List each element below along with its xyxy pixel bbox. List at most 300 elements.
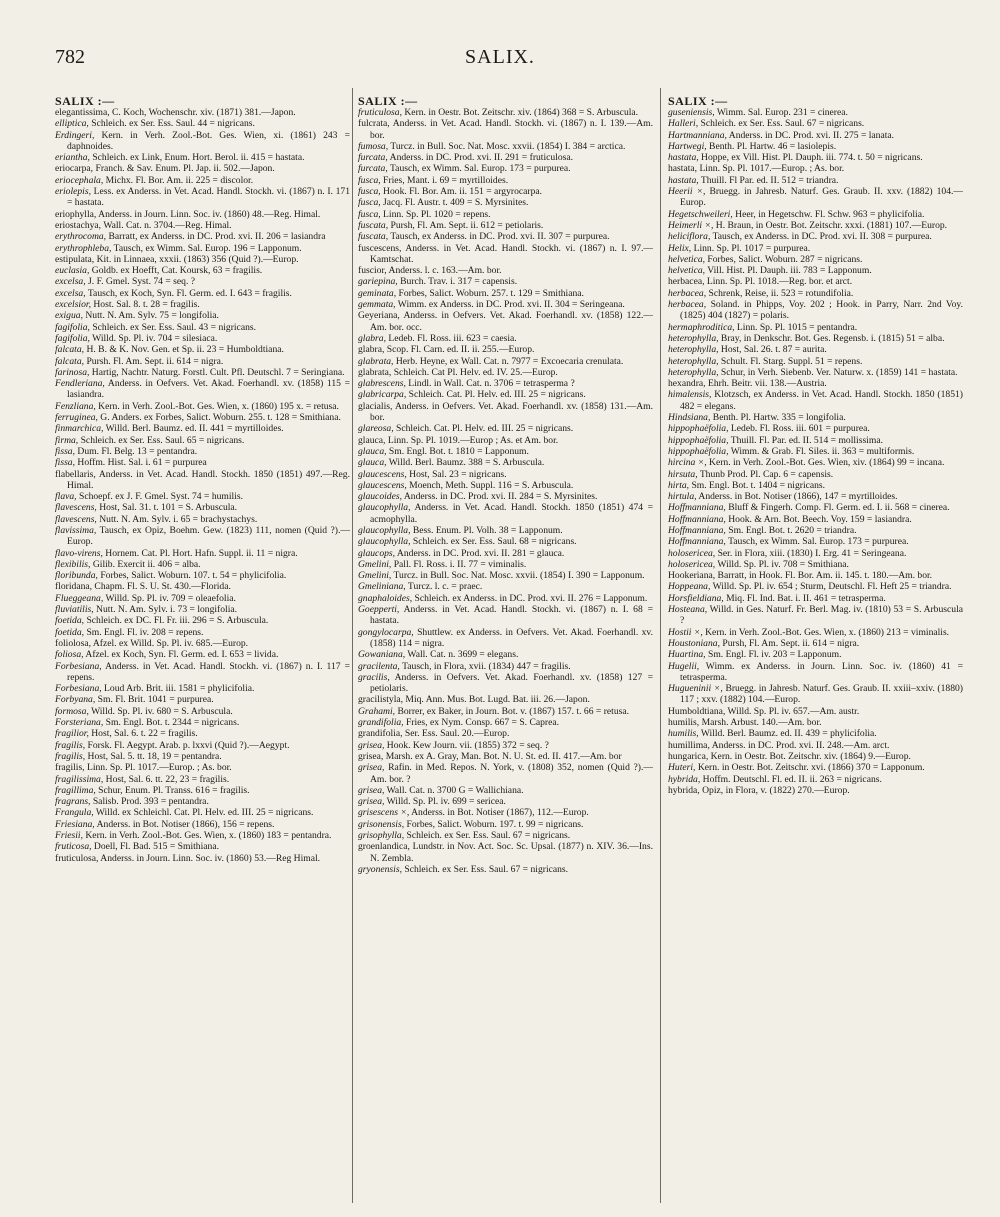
entry-name: flexibilis, [55,558,91,570]
index-entry [55,107,350,118]
index-entry [55,525,350,548]
entry-reference: Hartig, Nachtr. Naturg. Forstl. Cult. Pfl. Deutschl. 7 = Seringiana. [89,366,345,378]
index-entry [358,785,653,796]
entry-name: flavescens, [55,502,97,514]
entry-reference: Thunb Prod. Pl. Cap. 6 = capensis. [697,468,834,480]
entry-reference: Turcz. in Bull. Soc. Nat. Mosc. xxvii. (1854) I. 390 = Lapponum. [391,570,645,582]
entry-name: furcata, [358,163,388,175]
index-entry [55,774,350,785]
entry-name: hippophaëfolia, [668,434,729,446]
entry-reference: Kern. in Verh. Zool.-Bot. Ges. Wien, x. (1860) 195 x. = retusa. [95,400,339,412]
entry-name: fragilis, [55,739,86,751]
entry-name: fragilis, [55,762,85,774]
index-entry [358,457,653,468]
entry-name: foliosa, [55,649,84,661]
entry-name: Hegetschweileri, [668,208,733,220]
entry-name: heterophylla, [668,366,719,378]
index-entry [358,243,653,266]
entry-name: Frangula, [55,807,94,819]
entry-name: glareosa, [358,423,394,435]
entry-name: heterophylla, [668,355,719,367]
column-1 [55,95,350,1205]
index-entry [358,186,653,197]
entry-name: fusca, [358,174,381,186]
entry-reference: Pursh, Fl. Am. Sept. ii. 614 = nigra. [719,637,860,649]
entry-name: eriophylla, [55,208,97,220]
index-entry [358,197,653,208]
entry-reference: Bruegg. in Jahresb. Naturf. Ges. Graub. II. xxiii–xxiv. (1880) 117 ; xxv. (1882) 104.—Europ. [680,683,963,706]
entry-name: holosericea, [668,558,716,570]
entry-reference: Goldb. ex Hoefft, Cat. Koursk, 63 = fragilis. [89,265,263,277]
entry-reference: Anderss. in Journ. Linn. Soc. iv. (1860) 53.—Reg Himal. [98,852,321,864]
entry-reference: Bray, in Denkschr. Bot. Ges. Regensb. i. (1815) 51 = alba. [718,332,945,344]
index-entry [358,751,653,762]
entry-name: gongylocarpa, [358,626,414,638]
entry-reference: Gilib. Exercit ii. 406 = alba. [90,558,201,570]
entry-reference: Loud Arb. Brit. iii. 1581 = phylicifolia. [101,683,255,695]
column-heading: SALIX :— [358,95,418,108]
entry-reference: Anderss. in Oefvers. Vet. Akad. Foerhandl. xv. (1858) 115 = lasiandra. [67,378,350,401]
entry-reference: Thuill. Fl. Par. ed. II. 514 = mollissima. [728,434,883,446]
entry-reference: J. F. Gmel. Syst. 74 = seq. ? [85,276,196,288]
entry-reference: Willd. Sp. Pl. iv. 699 = sericea. [384,796,506,808]
entry-reference: Hoffm. Deutschl. Fl. ed. II. ii. 263 = nigricans. [700,773,882,785]
entry-reference: Anderss. in Bot. Notiser (1866), 156 = repens. [94,818,275,830]
index-entry [358,717,653,728]
entry-reference: Host, Sal. 23 = nigricans. [406,468,507,480]
entry-reference: Schleich. ex Ser. Ess. Saul. 44 = nigricans. [88,118,255,130]
entry-reference: Nutt. N. Am. Sylv. i. 65 = brachystachys. [96,513,258,525]
index-entry [55,762,350,773]
entry-name: hermaphroditica, [668,321,735,333]
entry-name: glaucophylla, [358,502,411,514]
entry-reference: Miq. Fl. Ind. Bat. i. II. 461 = tetrasperma. [723,592,886,604]
index-entry [55,378,350,401]
index-entry [358,536,653,547]
entry-reference: Willd. Sp. Pl. iv. 680 = S. Arbuscula. [88,705,233,717]
entry-name: glabricarpa, [358,389,407,401]
entry-reference: Chapm. Fl. S. U. St. 430.—Florida. [92,581,231,593]
entry-reference: Forbes, Salict. Woburn. 287 = nigricans. [705,253,863,265]
index-entry [55,661,350,684]
entry-name: Gowaniana, [358,649,406,661]
entry-name: elliptica, [55,118,89,130]
entry-name: fruticulosa, [55,852,99,864]
entry-reference: Pursh, Fl. Am. Sept. ii. 612 = petiolaris. [388,219,544,231]
entry-reference: Willd. Sp. Pl. iv. 654 ; Sturm, Deutschl. Fl. Heft 25 = triandra. [710,581,952,593]
entry-reference: Wimm. Sal. Europ. 231 = cinerea. [714,107,848,118]
entry-name: fragilior, [55,728,89,740]
index-entry [668,446,963,457]
entry-name: eriostachya, [55,219,102,231]
index-entry [55,254,350,265]
entry-name: hybrida, [668,784,700,796]
index-entry [358,627,653,650]
index-entry [358,661,653,672]
entry-name: glabrescens, [358,378,406,390]
index-entry [358,299,653,310]
entry-reference: Benth. Pl. Hartw. 335 = longifolia. [710,412,846,424]
entry-reference: Ser. in Flora, xiii. (1830) I. Erg. 41 = Seringeana. [715,547,907,559]
entry-reference: Barratt, in Hook. Fl. Bor. Am. ii. 145. t. 180.—Am. bor. [715,570,933,582]
entry-name: Hoppeana, [668,581,711,593]
entry-reference: Sm. Engl. Fl. iv. 208 = repens. [84,626,204,638]
entry-name: humilis, [668,728,699,740]
entry-name: Hostii ×, [668,626,703,638]
index-entry [668,525,963,536]
index-entry [55,570,350,581]
entry-name: hybrida, [668,773,701,785]
entry-reference: Ledeb. Fl. Ross. iii. 623 = caesia. [386,332,517,344]
entry-name: estipulata, [55,253,95,265]
page-header [0,46,1000,76]
index-entry [358,807,653,818]
entry-reference: Hook. & Arn. Bot. Beech. Voy. 159 = lasiandra. [725,513,912,525]
entry-name: Huteri, [668,762,696,774]
entry-reference: Afzel. ex Willd. Sp. Pl. iv. 685.—Europ. [90,637,249,649]
entry-name: glabrata, [358,355,394,367]
entry-reference: Afzel. ex Koch, Syn. Fl. Germ. ed. I. 653 = livida. [83,649,279,661]
entry-name: excelsa, [55,276,86,288]
index-entry [55,435,350,446]
entry-reference: Moench, Meth. Suppl. 116 = S. Arbuscula. [406,479,574,491]
entry-name: hastata, [668,152,699,164]
index-entry [55,593,350,604]
entry-reference: Borrer, ex Baker, in Journ. Bot. v. (1867) 157. t. 66 = retusa. [395,705,630,717]
entry-name: foetida, [55,615,85,627]
entry-reference: Nutt. N. Am. Sylv. i. 73 = longifolia. [93,604,238,616]
entry-list [668,107,963,796]
page-number: 782 [55,46,85,68]
entry-name: herbacea, [668,287,707,299]
entry-reference: Anderss. in DC. Prod. xvi. II. 281 = glauca. [395,547,565,559]
entry-name: Fenzliana, [55,400,96,412]
index-entry [55,717,350,728]
entry-reference: Anderss. in DC. Prod. xvi. II. 291 = fruticulosa. [387,152,574,164]
index-entry [55,740,350,751]
index-entry [55,796,350,807]
entry-name: grisonensis, [358,818,405,830]
entry-name: Hartmanniana, [668,129,727,141]
entry-name: farinosa, [55,366,90,378]
index-entry [358,276,653,287]
entry-reference: Shuttlew. ex Anderss. in Oefvers. Vet. Akad. Foerhandl. xv. (1858) 114 = nigra. [370,626,653,649]
entry-reference: G. Anders. ex Forbes, Salict. Woburn. 255. t. 128 = Smithiana. [97,412,341,424]
running-title: SALIX. [465,46,535,68]
index-entry [55,265,350,276]
column-heading: SALIX :— [55,95,115,108]
entry-reference: Fries, Mant. i. 69 = myrtilloides. [380,174,509,186]
index-entry [55,548,350,559]
entry-name: fragillima, [55,784,96,796]
entry-reference: Soland. in Phipps, Voy. 202 ; Hook. in Parry, Narr. 2nd Voy. (1825) 404 (1827) = polaris. [680,299,963,322]
entry-name: Heimerli ×, [668,219,714,231]
index-entry [55,807,350,818]
entry-name: helvetica, [668,253,706,265]
entry-reference: Linn. Sp. Pl. 1017.—Europ. ; As. bor. [84,762,232,774]
entry-reference: Anderss. in Vet. Acad. Handl. Stockh. 1850 (1851) 497.—Reg. Himal. [67,468,350,491]
index-entry [358,762,653,785]
entry-name: fusca, [358,186,381,198]
index-entry [55,627,350,638]
entry-reference: Hook. Kew Journ. vii. (1855) 372 = seq. ? [384,739,549,751]
entry-name: glauca, [358,457,387,469]
entry-reference: Turcz. in Bull. Soc. Nat. Mosc. xxvii. (1854) I. 384 = arctica. [388,140,626,152]
entry-name: ferruginea, [55,412,98,424]
entry-reference: Jacq. Fl. Austr. t. 409 = S. Myrsinites. [380,197,529,209]
index-entry [55,841,350,852]
entry-reference: H. B. & K. Nov. Gen. et Sp. ii. 23 = Humboldtiana. [84,344,284,356]
entry-name: fissa, [55,457,75,469]
entry-reference: Schleich. Cat. Pl. Helv. ed. III. 25 = nigricans. [406,389,586,401]
entry-name: flavissima, [55,524,97,536]
index-entry [55,559,350,570]
entry-name: glauca, [358,434,386,446]
index-entry [668,389,963,412]
entry-name: heliciflora, [668,231,711,243]
entry-reference: Schrenk, Reise, ii. 523 = rotundifolia. [706,287,854,299]
index-entry [358,231,653,242]
index-entry [358,796,653,807]
entry-name: Hindsiana, [668,412,711,424]
index-entry [55,819,350,830]
column-3 [668,95,963,1205]
entry-reference: Tausch, ex Wimm. Sal. Europ. 173 = purpurea. [387,163,571,175]
entry-reference: Schult. Fl. Starg. Suppl. 51 = repens. [718,355,863,367]
entry-reference: Barratt, ex Anderss. in DC. Prod. xvi. II. 206 = lasiandra [106,231,326,243]
index-entry [358,649,653,660]
entry-name: fragilis, [55,750,86,762]
index-entry [358,118,653,141]
index-entry [358,288,653,299]
entry-name: grandifolia, [358,728,403,740]
entry-reference: Anderss. in Vet. Acad. Handl. Stockh. vi. (1867) n. I. 68 = hastata. [370,604,653,627]
entry-reference: Hornem. Cat. Pl. Hort. Hafn. Suppl. ii. 11 = nigra. [102,547,298,559]
index-entry [358,209,653,220]
index-entry [358,672,653,695]
index-entry [668,491,963,502]
index-entry [55,152,350,163]
entry-name: fissa, [55,445,75,457]
entry-name: fuscior, [358,265,387,277]
entry-name: gemmata, [358,299,396,311]
index-entry [668,288,963,299]
index-entry [358,604,653,627]
entry-reference: Schleich. ex Ser. Ess. Saul. 68 = nigricans. [410,536,577,548]
entry-name: flavescens, [55,513,97,525]
column-heading: SALIX :— [668,95,728,108]
entry-name: groenlandica, [358,841,410,853]
index-entry [55,175,350,186]
entry-name: floridana, [55,581,93,593]
entry-name: Hoffmanniana, [668,536,726,548]
index-entry [55,502,350,513]
entry-name: foetida, [55,626,85,638]
entry-reference: Host, Sal. 5. tt. 18, 19 = pentandra. [85,750,222,762]
entry-reference: Marsh. ex A. Gray, Man. Bot. N. U. St. ed. II. 417.—Am. bor [383,750,622,762]
entry-name: Heerii ×, [668,186,706,198]
entry-reference: Vill. Hist. Pl. Dauph. iii. 783 = Lapponum. [705,265,872,277]
entry-name: gracilis, [358,671,390,683]
entry-name: floribunda, [55,570,98,582]
entry-reference: Sm. Engl. Bot. t. 2620 = triandra. [725,524,857,536]
entry-reference: Willd. Sp. Pl. iv. 708 = Smithiana. [715,558,849,570]
index-entry [55,830,350,841]
entry-reference: Klotzsch, ex Anderss. in Vet. Acad. Handl. Stockh. 1850 (1851) 482 = elegans. [680,389,963,412]
entry-name: Hugelii, [668,660,700,672]
index-entry [358,559,653,570]
entry-reference: Forbes, Salict. Woburn. 107. t. 54 = phylicifolia. [97,570,287,582]
entry-reference: Schleich. ex Anderss. in DC. Prod. xvi. II. 276 = Lapponum. [412,592,648,604]
entry-name: fulcrata, [358,118,390,130]
entry-name: gracilenta, [358,660,400,672]
index-entry [358,570,653,581]
entry-reference: H. Braun, in Oestr. Bot. Zeitschr. xxxi. (1881) 107.—Europ. [713,219,948,231]
index-entry [55,163,350,174]
entry-reference: Wimm. ex Anderss. in Journ. Linn. Soc. iv. (1860) 41 = tetrasperma. [680,660,963,683]
entry-name: Forbesiana, [55,660,102,672]
entry-name: humilis, [668,717,700,729]
index-entry [358,469,653,480]
index-entry [668,130,963,141]
index-entry [358,310,653,333]
index-entry [358,107,653,118]
entry-reference: Ser. Ess. Saul. 20.—Europ. [402,728,510,740]
entry-name: Hoffmanniana, [668,513,726,525]
index-entry [358,728,653,739]
entry-reference: Host, Sal. 6. t. 22 = fragilis. [88,728,198,740]
entry-name: Forbesiana, [55,683,102,695]
index-entry [55,401,350,412]
entry-reference: Willd. Berl. Baumz. ed. II. 439 = phylicifolia. [698,728,877,740]
index-entry [358,502,653,525]
entry-list [55,107,350,864]
index-entry [55,514,350,525]
entry-reference: Schleich. ex Ser. Ess. Saul. 67 = nigricans. [401,863,569,875]
entry-reference: Kern. in Verh. Zool.-Bot. Ges. Wien, x. (1860) 183 = pentandra. [82,830,332,841]
entry-name: excelsior, [55,299,91,311]
index-entry [668,175,963,186]
entry-reference: Forbes, Salict. Woburn. 257. t. 129 = Smithiana. [396,287,584,299]
entry-reference: Franch. & Sav. Enum. Pl. Jap. ii. 502.—Japon. [93,163,275,175]
column-divider [352,88,353,1203]
entry-name: grisea, [358,750,384,762]
index-entry [668,593,963,604]
entry-reference: Willd. Berl. Baumz. ed. II. 441 = myrtilloides. [103,423,284,435]
entry-reference: Willd. Sp. Pl. iv. 657.—Am. austr. [725,705,860,717]
index-entry [668,322,963,333]
index-entry [358,480,653,491]
entry-reference: Anderss. in Vet. Acad. Handl. Stockh. vi. (1867) n. I. 139.—Am. bor. [370,118,653,141]
index-entry [358,706,653,717]
index-entry [668,627,963,638]
entry-name: guseniensis, [668,107,715,118]
entry-name: glaucescens, [358,479,407,491]
entry-name: Grahami, [358,705,396,717]
entry-reference: Anderss. in Vet. Acad. Handl. Stockh. vi. (1867) n. I. 97.—Kamtschat. [370,242,653,265]
entry-name: Friesiana, [55,818,95,830]
entry-reference: Linn. Sp. Pl. 1019.—Europ ; As. et Am. bor. [385,434,559,446]
entry-reference: Rafin. in Med. Repos. N. York, v. (1808) 352, nomen (Quid ?).—Am. bor. ? [370,762,653,785]
index-entry [668,717,963,728]
index-entry [668,209,963,220]
entry-name: hippophaëfolia, [668,423,729,435]
entry-reference: Wall. Cat. n. 3700 G = Wallichiana. [384,784,524,796]
entry-name: eriolepis, [55,186,91,198]
index-entry [55,491,350,502]
index-entry [55,728,350,739]
entry-reference: Opiz, in Flora, v. (1822) 270.—Europ. [699,784,850,796]
index-entry [668,299,963,322]
entry-reference: Doell, Fl. Bad. 515 = Smithiana. [91,841,219,853]
index-entry [358,581,653,592]
entry-name: Gmelini, [358,570,392,582]
entry-reference: Schleich. ex Ser. Ess. Saul. 67 = nigricans. [404,830,571,841]
index-entry [55,469,350,492]
entry-reference: Linn. Sp. Pl. 1018.—Reg. bor. et arct. [704,276,853,288]
entry-name: glabra, [358,332,386,344]
entry-name: grisea, [358,796,385,808]
entry-name: helvetica, [668,265,706,277]
entry-name: Huartina, [668,649,706,661]
entry-name: grisophylla, [358,830,405,841]
index-entry [668,243,963,254]
index-entry [55,220,350,231]
entry-reference: Marsh. Arbust. 140.—Am. bor. [699,717,822,729]
entry-reference: Kern. in Verh. Zool.-Bot. Ges. Wien, xiv. (1864) 99 = incana. [706,457,945,469]
entry-name: glaucescens, [358,468,407,480]
index-entry [668,480,963,491]
index-entry [358,593,653,604]
index-entry [668,740,963,751]
index-entry [668,785,963,796]
index-entry [668,649,963,660]
entry-reference: Willd. in Ges. Naturf. Fr. Berl. Mag. iv. (1810) 53 = S. Arbuscula ? [680,604,963,627]
entry-reference: Tausch, ex Opiz, Boehm. Gew. (1823) 111, nomen (Quid ?).—Europ. [67,524,350,548]
entry-name: gryonensis, [358,863,402,875]
index-entry [668,570,963,581]
entry-reference: Schleich. ex DC. Fl. Fr. iii. 296 = S. Arbuscula. [84,615,269,627]
entry-name: eriocephala, [55,174,104,186]
entry-reference: Schleich. ex Ser. Ess. Saul. 67 = nigricans. [698,118,865,130]
entry-name: himalensis, [668,389,712,401]
entry-reference: Tausch, in Flora, xvii. (1834) 447 = fragilis. [399,660,571,672]
entry-reference: Burch. Trav. i. 317 = capensis. [397,276,518,288]
entry-reference: Schleich. ex Link, Enum. Hort. Berol. ii. 415 = hastata. [89,152,305,164]
entry-name: Hoffmanniana, [668,524,726,536]
entry-reference: Anderss. in Bot. Notiser (1867), 112.—Europ. [409,807,589,819]
entry-name: Hoffmanniana, [668,502,726,514]
index-entry [358,435,653,446]
index-entry [358,548,653,559]
entry-name: hungarica, [668,750,709,762]
entry-reference: Anderss. in DC. Prod. xvi. II. 275 = lanata. [726,129,895,141]
entry-name: Houstoniana, [668,637,720,649]
index-entry [55,751,350,762]
entry-name: furcata, [358,152,388,164]
entry-reference: Pursh. Fl. Am. Sept. ii. 614 = nigra. [84,355,224,367]
entry-name: gnaphaloides, [358,592,413,604]
entry-name: humillima, [668,739,710,751]
entry-name: flava, [55,491,77,503]
index-entry [668,638,963,649]
entry-name: fagifolia, [55,321,90,333]
index-entry [668,344,963,355]
entry-reference: Wimm. & Grab. Fl. Siles. ii. 363 = multiformis. [728,445,915,457]
index-entry [55,615,350,626]
entry-reference: Sm. Engl. Bot. t. 1810 = Lapponum. [386,445,529,457]
entry-reference: Bluff & Fingerh. Comp. Fl. Germ. ed. I. ii. 568 = cinerea. [725,502,950,514]
